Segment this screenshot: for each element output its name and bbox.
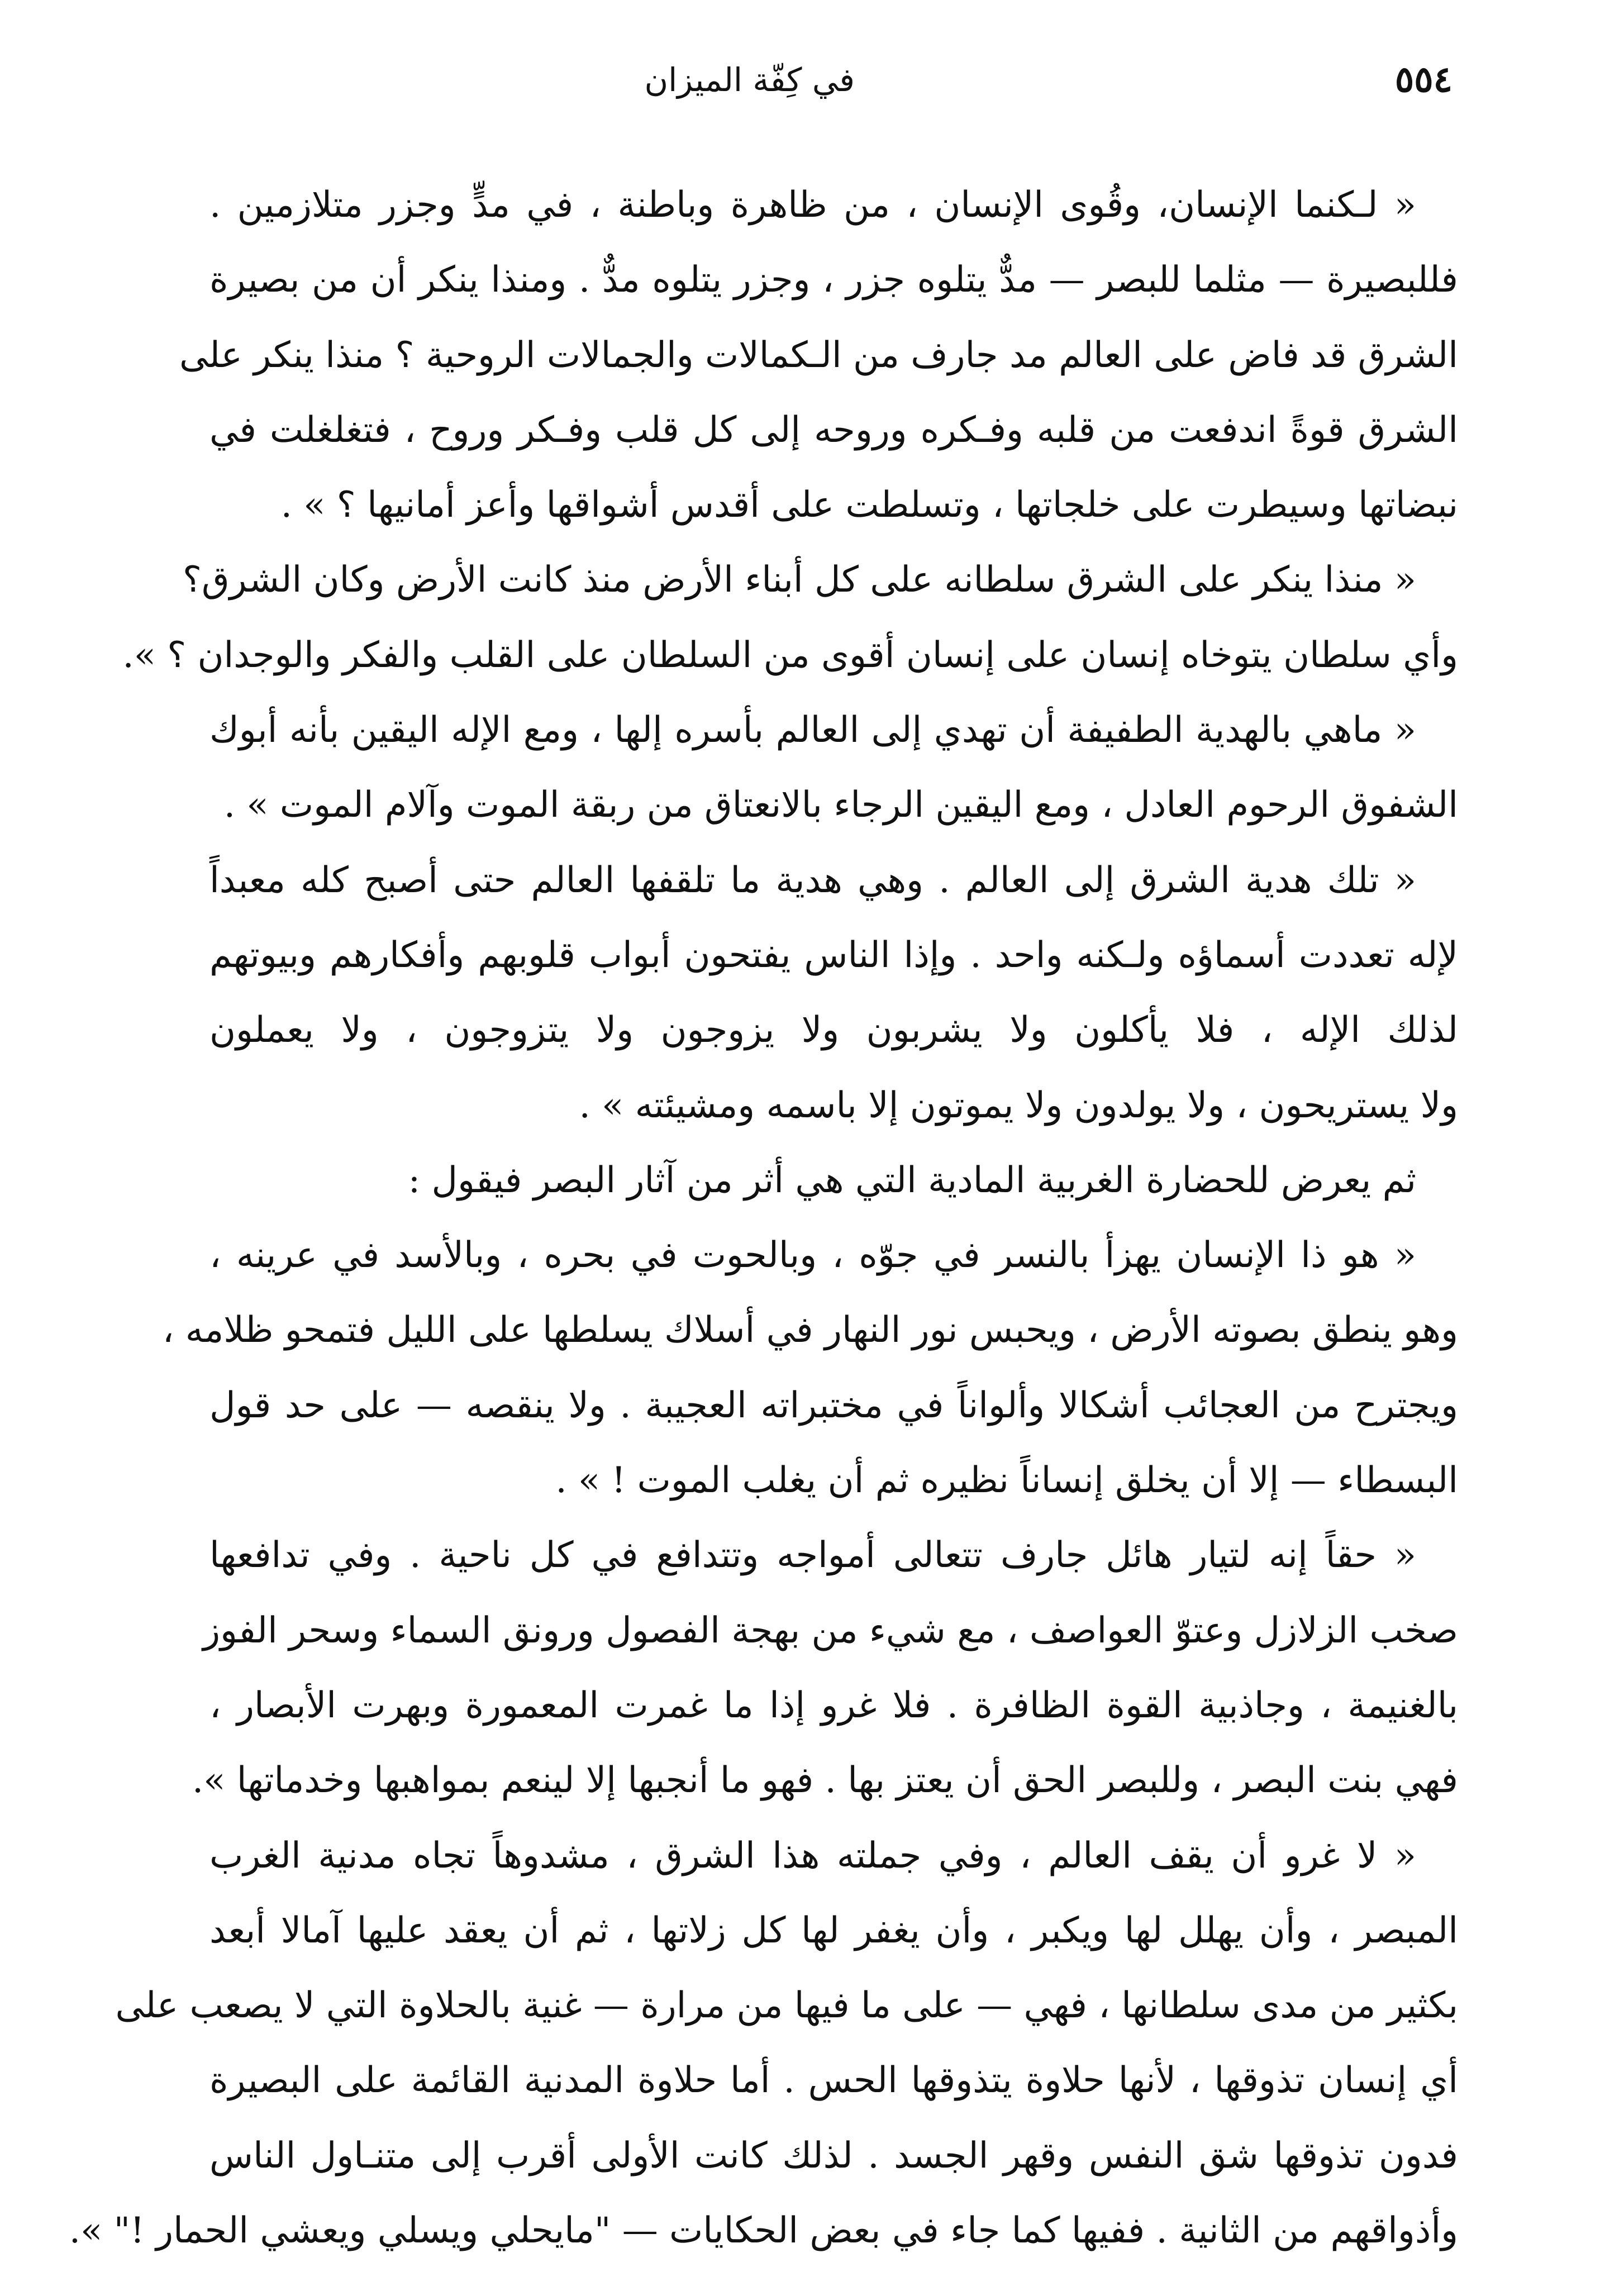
text-line: لذلك الإله ، فلا يأكلون ولا يشربون ولا يزوجون ولا يتزوجون ، ولا يعملون: [209, 1009, 1458, 1051]
text-line: وهو ينطق بصوته الأرض ، ويحبس نور النهار في أسلاك يسلطها على الليل فتمحو ظلامه ،: [162, 1309, 1458, 1351]
text-line: الشرق قد فاض على العالم مد جارف من الـكمالات والجمالات الروحية ؟ منذا ينكر على: [179, 334, 1458, 376]
text-line: نبضاتها وسيطرت على خلجاتها ، وتسلطت على أقدس أشواقها وأعز أمانيها ؟ » .: [280, 484, 1458, 526]
text-line: البسطاء — إلا أن يخلق إنساناً نظيره ثم أن يغلب الموت ! » .: [555, 1460, 1458, 1502]
text-line: فهي بنت البصر ، وللبصر الحق أن يعتز بها . فهو ما أنجبها إلا لينعم بمواهبها وخدماتها ».: [192, 1760, 1458, 1802]
text-line: « ماهي بالهدية الطفيفة أن تهدي إلى العالم بأسره إلها ، ومع الإله اليقين بأنه أبوك: [209, 709, 1416, 751]
text-line: « لـكنما الإنسان، وقُوى الإنسان ، من ظاهرة وباطنة ، في مدٍّ وجزر متلازمين .: [209, 184, 1416, 226]
text-line: أي إنسان تذوقها ، لأنها حلاوة يتذوقها الحس . أما حلاوة المدنية القائمة على البصيرة: [209, 2060, 1458, 2102]
text-line: ولا يستريحون ، ولا يولدون ولا يموتون إلا باسمه ومشيئته » .: [579, 1084, 1458, 1126]
text-line: المبصر ، وأن يهلل لها ويكبر ، وأن يغفر لها كل زلاتها ، ثم أن يعقد عليها آمالا أبعد: [209, 1909, 1458, 1951]
text-line: « لا غرو أن يقف العالم ، وفي جملته هذا الشرق ، مشدوهاً تجاه مدنية الغرب: [209, 1835, 1417, 1877]
text-line: وأي سلطان يتوخاه إنسان على إنسان أقوى من السلطان على القلب والفكر والوجدان ؟ ».: [122, 634, 1458, 676]
text-line: وأذواقهم من الثانية . ففيها كما جاء في بعض الحكايات — "مايحلي ويسلي ويعشي الحمار !" ».: [69, 2210, 1458, 2252]
body-text: [69, 168, 1459, 2268]
text-line: فدون تذوقها شق النفس وقهر الجسد . لذلك كانت الأولى أقرب إلى متنـاول الناس: [209, 2135, 1458, 2177]
text-line: بكثير من مدى سلطانها ، فهي — على ما فيها من مرارة — غنية بالحلاوة التي لا يصعب على: [115, 1985, 1458, 2027]
text-line: صخب الزلازل وعتوّ العواصف ، مع شيء من بهجة الفصول ورونق السماء وسحر الفوز: [203, 1609, 1458, 1651]
page-number: ٥٥٤: [1394, 59, 1452, 101]
text-line: « منذا ينكر على الشرق سلطانه على كل أبناء الأرض منذ كانت الأرض وكان الشرق؟: [183, 559, 1416, 601]
text-line: ويجترح من العجائب أشكالا وألواناً في مختبراته العجيبة . ولا ينقصه — على حد قول: [209, 1384, 1458, 1426]
page-header: [168, 59, 1452, 120]
text-line: « هو ذا الإنسان يهزأ بالنسر في جوّه ، وبالحوت في بحره ، وبالأسد في عرينه ،: [209, 1235, 1416, 1277]
text-line: الشفوق الرحوم العادل ، ومع اليقين الرجاء بالانعتاق من ربقة الموت وآلام الموت » .: [223, 784, 1458, 826]
text-line: « حقاً إنه لتيار هائل جارف تتعالى أمواجه وتتدافع في كل ناحية . وفي تدافعها: [209, 1535, 1416, 1577]
text-line: لإله تعددت أسماؤه ولـكنه واحد . وإذا الناس يفتحون أبواب قلوبهم وأفكارهم وبيوتهم: [209, 934, 1459, 976]
text-line: ثم يعرض للحضارة الغربية المادية التي هي أثر من آثار البصر فيقول :: [408, 1159, 1416, 1201]
text-line: بالغنيمة ، وجاذبية القوة الظافرة . فلا غرو إذا ما غمرت المعمورة وبهرت الأبصار ،: [209, 1684, 1458, 1726]
text-line: فللبصيرة — مثلما للبصر — مدٌّ يتلوه جزر ، وجزر يتلوه مدٌّ . ومنذا ينكر أن من بصيرة: [209, 259, 1459, 301]
text-line: « تلك هدية الشرق إلى العالم . وهي هدية ما تلقفها العالم حتى أصبح كله معبداً: [209, 859, 1416, 901]
running-title: في كِفّة الميزان: [644, 61, 855, 99]
text-line: الشرق قوةً اندفعت من قلبه وفـكره وروحه إلى كل قلب وفـكر وروح ، فتغلغلت في: [209, 409, 1458, 451]
